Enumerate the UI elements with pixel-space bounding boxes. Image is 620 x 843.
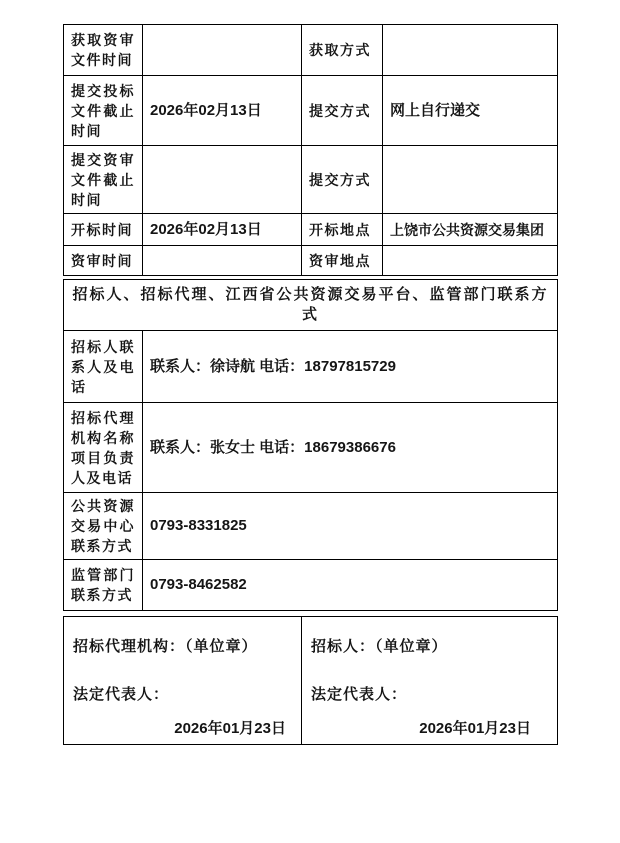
prequal-review-place-label: 资审地点 [302,246,383,276]
prequal-submit-method-label: 提交方式 [302,146,383,214]
bid-submit-method-value: 网上自行递交 [383,76,558,146]
signature-table [63,616,558,745]
tenderer-sign-date: 2026年01月23日 [419,720,531,737]
acquire-prequal-doc-time-label: 获取资审文件时间 [64,25,143,76]
prequal-review-time-value [143,246,302,276]
table-row [64,146,558,214]
table-row [64,617,558,745]
exchange-center-contact-label: 公共资源交易中心联系方式 [64,493,143,560]
prequal-submit-method-value [383,146,558,214]
table-row [64,25,558,76]
bid-opening-time-value: 2026年02月13日 [143,214,302,246]
table-row [64,76,558,146]
bid-opening-time-label: 开标时间 [64,214,143,246]
tenderer-contact-label: 招标人联系人及电话 [64,331,143,403]
bid-opening-place-label: 开标地点 [302,214,383,246]
exchange-center-contact-value: 0793-8331825 [143,493,558,560]
prequal-doc-deadline-label: 提交资审文件截止时间 [64,146,143,214]
table-row [64,403,558,493]
table-row [64,246,558,276]
agency-signature-cell [64,617,302,745]
bid-doc-deadline-label: 提交投标文件截止时间 [64,76,143,146]
contacts-table [63,279,558,611]
table-row [64,280,558,331]
bid-submit-method-label: 提交方式 [302,76,383,146]
bid-opening-place-value: 上饶市公共资源交易集团 [383,214,558,246]
prequal-doc-deadline-value [143,146,302,214]
schedule-table [63,24,558,276]
acquire-prequal-doc-time-value [143,25,302,76]
agency-contact-label: 招标代理机构名称项目负责人及电话 [64,403,143,493]
prequal-review-place-value [383,246,558,276]
agency-seal-label: 招标代理机构：（单位章） [73,638,258,655]
agency-sign-date: 2026年01月23日 [174,720,286,737]
regulator-contact-value: 0793-8462582 [143,560,558,611]
table-row [64,214,558,246]
table-row [64,493,558,560]
prequal-review-time-label: 资审时间 [64,246,143,276]
tenderer-seal-label: 招标人：（单位章） [311,638,448,655]
agency-legal-rep-label: 法定代表人： [73,686,170,703]
contacts-section-header: 招标人、招标代理、江西省公共资源交易平台、监管部门联系方式 [64,280,558,331]
regulator-contact-label: 监管部门联系方式 [64,560,143,611]
table-row [64,331,558,403]
tenderer-legal-rep-label: 法定代表人： [311,686,408,703]
tender-notice-document [63,24,557,745]
acquire-method-value [383,25,558,76]
bid-doc-deadline-value: 2026年02月13日 [143,76,302,146]
tenderer-contact-value: 联系人：徐诗航 电话：18797815729 [143,331,558,403]
table-row [64,560,558,611]
tenderer-signature-cell [302,617,558,745]
agency-contact-value: 联系人：张女士 电话：18679386676 [143,403,558,493]
acquire-method-label: 获取方式 [302,25,383,76]
